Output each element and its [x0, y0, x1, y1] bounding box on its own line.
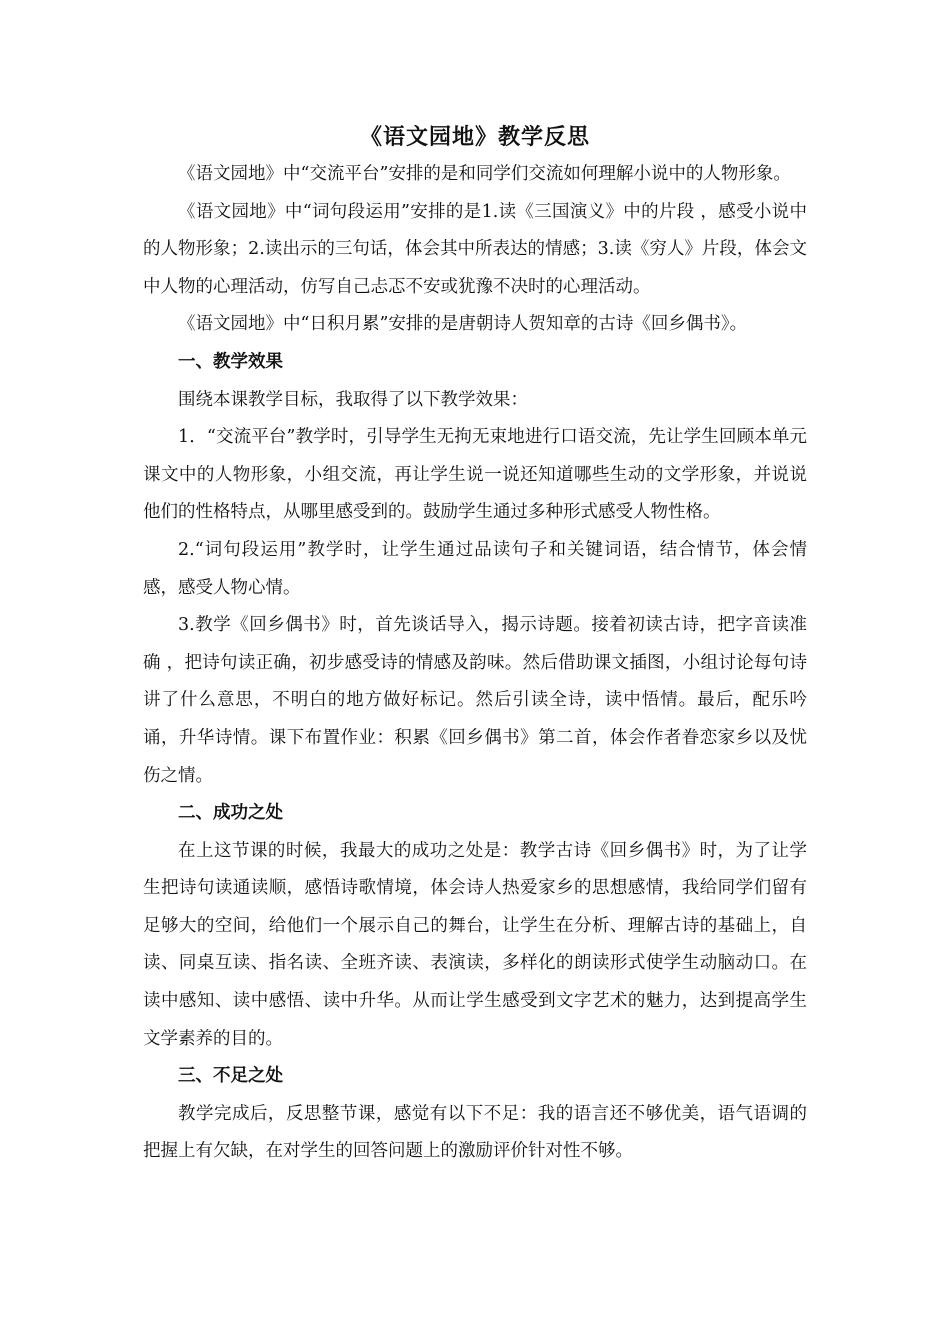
intro-paragraph-3: 《语文园地》中“日积月累”安排的是唐朝诗人贺知章的古诗《回乡偶书》。: [178, 314, 748, 335]
document-title: 《语文园地》教学反思: [359, 124, 590, 150]
effects-paragraph-1: 围绕本课教学目标，我取得了以下教学效果：: [178, 389, 528, 410]
intro-paragraph-2: 《语文园地》中“词句段运用”安排的是1.读《三国演义》中的片段 ，感受小说中的人物形象；2.读出示的三句话，体会其中所表达的情感；3.读《穷人》片段，体会文中人物的心理活动，仿写自己忐忑不安或犹豫不决时的心理活动。: [143, 201, 807, 297]
effects-paragraph-2: 1．“交流平台”教学时，引导学生无拘无束地进行口语交流，先让学生回顾本单元课文中的人物形象，小组交流，再让学生说一说还知道哪些生动的文学形象，并说说他们的性格特点，从哪里感受到的。鼓励学生通过多种形式感受人物性格。: [143, 427, 807, 523]
section-heading-successes: 二、成功之处: [178, 803, 283, 824]
section-heading-shortcomings: 三、不足之处: [178, 1066, 283, 1087]
successes-paragraph-1: 在上这节课的时候，我最大的成功之处是：教学古诗《回乡偶书》时，为了让学生把诗句读通读顺，感悟诗歌情境，体会诗人热爱家乡的思想感情，我给同学们留有足够大的空间，给他们一个展示自己的舞台，让学生在分析、理解古诗的基础上，自读、同桌互读、指名读、全班齐读、表演读，多样化的朗读形式使学生动脑动口。在读中感知、读中感悟、读中升华。从而让学生感受到文字艺术的魅力，达到提高学生文学素养的目的。: [143, 840, 807, 1049]
intro-paragraph-1: 《语文园地》中“交流平台”安排的是和同学们交流如何理解小说中的人物形象。: [178, 164, 791, 184]
document-body: [143, 156, 807, 1171]
shortcomings-paragraph-1: 教学完成后，反思整节课，感觉有以下不足：我的语言还不够优美，语气语调的把握上有欠缺，在对学生的回答问题上的激励评价针对性不够。: [143, 1103, 807, 1162]
effects-paragraph-4: 3.教学《回乡偶书》时，首先谈话导入，揭示诗题。接着初读古诗，把字音读准确 ，把诗句读正确，初步感受诗的情感及韵味。然后借助课文插图，小组讨论每句诗讲了什么意思，不明白的地方做好标记。然后引读全诗，读中悟情。最后，配乐吟诵，升华诗情。课下布置作业：积累《回乡偶书》第二首，体会作者眷恋家乡以及忧伤之情。: [143, 615, 807, 786]
section-heading-effects: 一、教学效果: [178, 351, 283, 372]
effects-paragraph-3: 2.“词句段运用”教学时，让学生通过品读句子和关键词语，结合情节，体会情感，感受人物心情。: [143, 539, 807, 598]
